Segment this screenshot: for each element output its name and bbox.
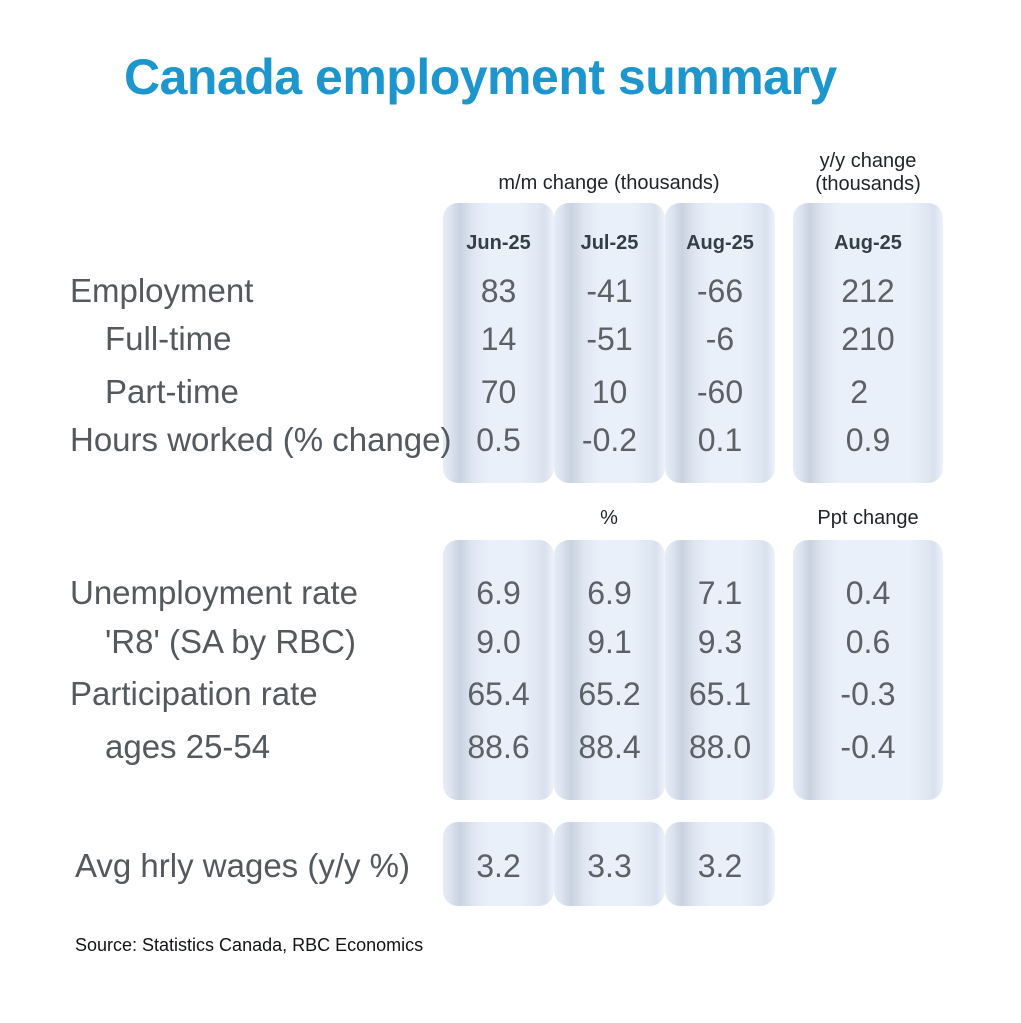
column-header-aug25-yy: Aug-25 <box>834 232 902 254</box>
cell-value: 9.3 <box>697 624 743 660</box>
table-row <box>0 271 1021 311</box>
row-label: Participation rate <box>70 675 318 712</box>
cell-value: 212 <box>841 273 895 309</box>
row-label: Employment <box>70 272 254 309</box>
cell-value: 3.3 <box>587 848 632 884</box>
cell-value: 0.4 <box>845 575 891 611</box>
cell-value: 0.5 <box>476 422 521 458</box>
cell-value: 70 <box>480 374 517 410</box>
table-row <box>0 727 1021 767</box>
table-row <box>0 573 1021 613</box>
cell-value: -41 <box>586 273 633 309</box>
cell-value: 10 <box>591 374 628 410</box>
table-row <box>0 846 1021 886</box>
column-header-aug25: Aug-25 <box>686 232 754 254</box>
cell-value: 65.2 <box>578 676 641 712</box>
cell-value: 88.4 <box>578 729 641 765</box>
table-row <box>0 420 1021 460</box>
cell-value: -51 <box>586 321 633 357</box>
table-row <box>0 372 1021 412</box>
row-label: Full-time <box>105 320 232 357</box>
row-label: ages 25-54 <box>105 728 271 765</box>
cell-value: 0.6 <box>845 624 891 660</box>
table-row <box>0 319 1021 359</box>
cell-value: 3.2 <box>476 848 521 884</box>
yy-change-group-header <box>785 150 951 196</box>
yy-change-group-header-line2: (thousands) <box>815 173 921 195</box>
row-label: 'R8' (SA by RBC) <box>105 623 356 660</box>
row-label: Part-time <box>105 373 239 410</box>
cell-value: -66 <box>696 273 744 309</box>
cell-value: 9.1 <box>587 624 632 660</box>
table-row <box>0 622 1021 662</box>
row-label: Avg hrly wages (y/y %) <box>75 847 410 884</box>
yy-change-group-header-line1: y/y change <box>819 150 917 172</box>
percent-group-header: % <box>600 507 618 529</box>
cell-value: 88.0 <box>688 729 752 765</box>
cell-value: -60 <box>696 374 744 410</box>
cell-value: 3.2 <box>697 848 743 884</box>
cell-value: -6 <box>705 321 735 357</box>
cell-value: -0.2 <box>581 422 638 458</box>
cell-value: 88.6 <box>467 729 530 765</box>
row-label: Hours worked (% change) <box>70 421 452 458</box>
cell-value: 7.1 <box>697 575 743 611</box>
source-note: Source: Statistics Canada, RBC Economics <box>75 935 424 955</box>
cell-value: 6.9 <box>587 575 632 611</box>
page-title: Canada employment summary <box>124 49 837 105</box>
cell-value: 210 <box>841 321 895 357</box>
cell-value: 6.9 <box>476 575 521 611</box>
column-header-jul25: Jul-25 <box>580 232 639 254</box>
cell-value: 0.9 <box>845 422 891 458</box>
cell-value: 9.0 <box>476 624 521 660</box>
cell-value: 65.4 <box>467 676 530 712</box>
cell-value: 65.1 <box>688 676 752 712</box>
cell-value: 2 <box>850 374 886 410</box>
cell-value: 83 <box>480 273 517 309</box>
cell-value: 14 <box>480 321 517 357</box>
cell-value: -0.3 <box>840 676 896 712</box>
ppt-change-group-header: Ppt change <box>817 507 919 529</box>
row-label: Unemployment rate <box>70 574 358 611</box>
cell-value: 0.1 <box>697 422 743 458</box>
table-row <box>0 674 1021 714</box>
mm-change-group-header: m/m change (thousands) <box>498 172 720 194</box>
cell-value: -0.4 <box>840 729 896 765</box>
column-header-jun25: Jun-25 <box>466 232 531 254</box>
